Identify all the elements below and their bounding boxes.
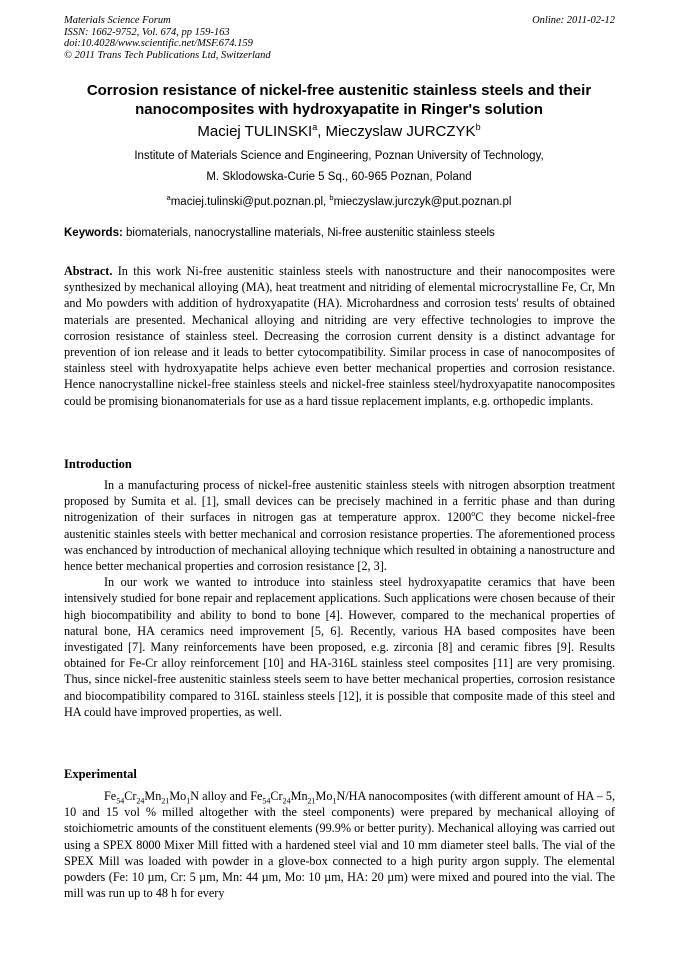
introduction-paragraph-2: In our work we wanted to introduce into stainless steel hydroxyapatite ceramics that have been intensively studied for bone repair and replacement applications. Such applications were chosen because of their high biocompatibility and ability to bond to bone [4]. However, compared to the mechanical properties of natural bone, HA ceramics need improvement [5, 6]. Recently, various HA based composites have been investigated [7]. Many reinforcements have been proposed, e.g. zirconia [8] and ceramic fibres [9]. Results obtained for Fe-Cr alloy reinforcement [10] and HA-316L stainless steel composites [11] are very promising. Thus, since nickel-free austenitic stainless steels seem to have better mechanical properties, corrosion resistance and biocompatibility compared to 316L stainless steels [12], it is possible that composite made of this steel and HA could have improved properties, as well.	[64, 575, 615, 719]
paper-title	[40, 81, 638, 119]
author-list	[40, 122, 638, 140]
alloy-formula-1: $Fe_{54}Cr_{24}Mn_{21}Mo_1N$	[104, 789, 200, 806]
keywords-label: Keywords:	[64, 227, 123, 239]
degree-mark: o	[471, 509, 476, 519]
journal-header	[64, 15, 615, 61]
email-a-mark: a	[166, 193, 171, 202]
title-line-1: Corrosion resistance of nickel-free austenitic stainless steels and their	[86, 82, 592, 99]
online-date: Online: 2011-02-12	[532, 15, 615, 26]
introduction-heading: Introduction	[64, 457, 132, 471]
author-separator: ,	[317, 123, 326, 140]
email-b: mieczyslaw.jurczyk@put.poznan.pl	[333, 195, 512, 208]
email-a: maciej.tulinski@put.poznan.pl,	[170, 195, 330, 208]
author-1-affil-mark: a	[312, 122, 318, 132]
introduction-paragraph-1: In a manufacturing process of nickel-free austenitic stainless steels with nitrogen absorption treatment proposed by Sumita et al. [1], small devices can be precisely machined in a ferritic phase and than during nitrogenization of their surfaces in nitrogen gas at temperature approx. 1200$^o$C they become nickel-free austenitic stainles steels with better mechanical and corrosion resistance properties. The aforementioned process was enchanced by introduction of mechanical alloying technique which resulted in obtaining a nanostructure and hence better mechanical properties and corrosion resistance [2, 3].	[64, 478, 615, 574]
experimental-heading: Experimental	[64, 767, 137, 781]
title-line-2: nanocomposites with hydroxyapatite in Ringer's solution	[135, 101, 543, 118]
issn-line: ISSN: 1662-9752, Vol. 674, pp 159-163	[64, 26, 230, 38]
affiliation-line-2: M. Sklodowska-Curie 5 Sq., 60-965 Poznan, Poland	[206, 171, 472, 183]
introduction-body	[64, 477, 615, 720]
author-1: Maciej TULINSKI	[197, 123, 313, 140]
copyright-line: © 2011 Trans Tech Publications Ltd, Switzerland	[64, 49, 271, 61]
doi-line: doi:10.4028/www.scientific.net/MSF.674.159	[64, 38, 253, 50]
author-emails	[40, 193, 638, 208]
keywords	[64, 227, 615, 239]
author-2: Mieczyslaw JURCZYK	[325, 123, 476, 140]
author-2-affil-mark: b	[475, 122, 481, 132]
experimental-paragraph-1: $Fe_{54}Cr_{24}Mn_{21}Mo_1N$ alloy and $Fe_{54}Cr_{24}Mn_{21}Mo_1N/HA$ nanocomposites (with different amount of HA – 5, 10 and 15 vol % milled altogether with the steel components) were prepared by mechanical alloying of stoichiometric amounts of the constituent elements (99.9% or better purity). Mechanical alloying was carried out using a SPEX 8000 Mixer Mill fitted with a hardened steel vial and 10 mm diameter steel balls. The vial of the SPEX Mill was loaded with powder in a glove-box connected to a high purity argon supply. The elemental powders (Fe: 10 µm, Cr: 5 µm, Mn: 44 µm, Mo: 10 µm, HA: 20 µm) were mixed and poured into the vial. The mill was run up to 48 h for every	[64, 789, 615, 901]
journal-name: Materials Science Forum	[64, 15, 171, 26]
abstract	[64, 263, 615, 409]
keywords-list: biomaterials, nanocrystalline materials, Ni-free austenitic stainless steels	[122, 227, 495, 239]
abstract-label: Abstract.	[64, 264, 113, 278]
email-b-mark: b	[329, 193, 334, 202]
affiliation-line-1: Institute of Materials Science and Engineering, Poznan University of Technology,	[134, 150, 544, 162]
abstract-text: In this work Ni-free austenitic stainless steels with nanostructure and their nanocomposites were synthesized by mechanical alloying (MA), heat treatment and nitriding of elemental microcrystalline Fe, Cr, Mn and Mo powders with addition of hydroxyapatite (HA). Microhardness and corrosion tests' results of obtained materials are presented. Mechanical alloying and nitriding are very effective technologies to improve the corrosion resistance of stainless steel. Decreasing the corrosion current density is a distinct advantage for prevention of ion release and it leads to better cytocompatibility. Similar process in case of nanocomposites of stainless steel with hydroxyapatite helps achieve even better mechanical properties and corrosion resistance. Hence nanocrystalline nickel-free stainless steels and nickel-free stainless steel/hydroxyapatite nanocomposites could be promising bionanomaterials for use as a hard tissue replacement implants, e.g. orthopedic implants.	[64, 264, 615, 408]
experimental-body	[64, 788, 615, 901]
alloy-formula-2: $Fe_{54}Cr_{24}Mn_{21}Mo_1N$	[250, 789, 346, 806]
